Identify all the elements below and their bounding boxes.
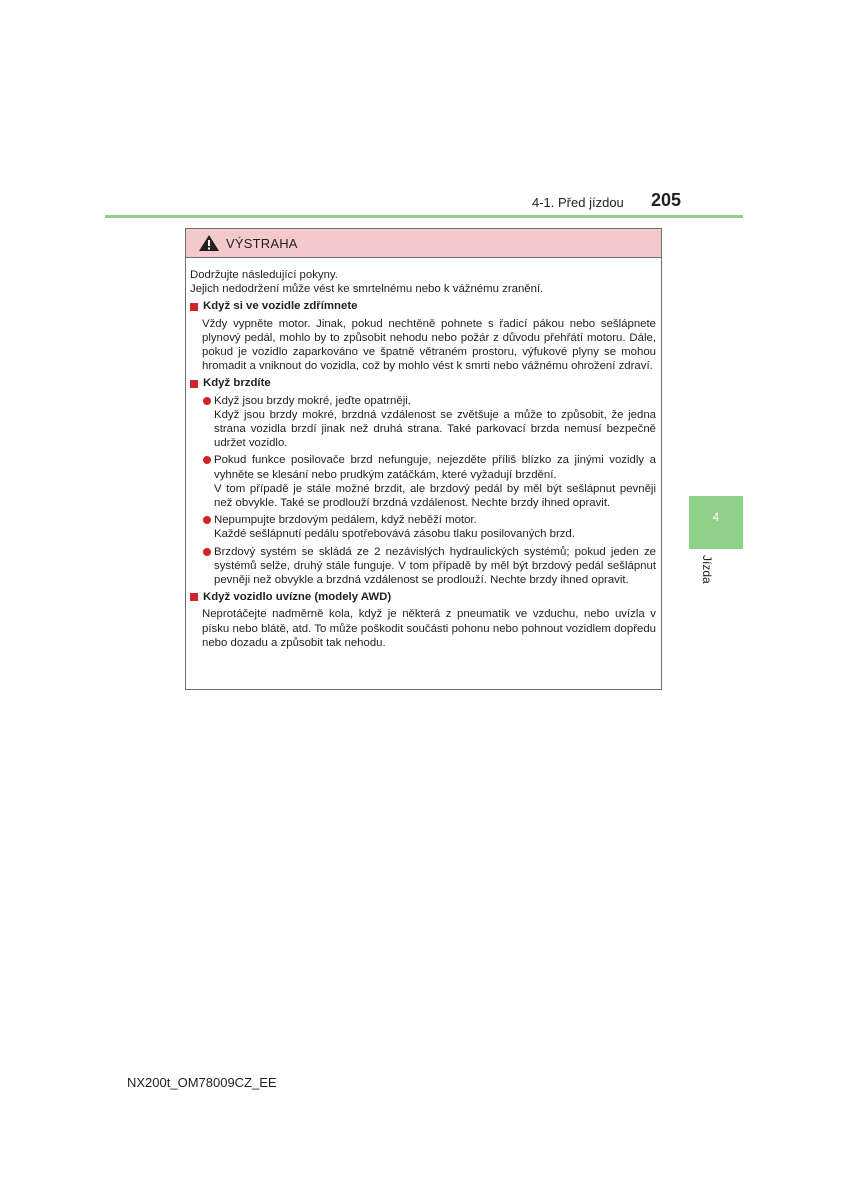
page-number: 205 <box>651 190 682 210</box>
round-bullet-icon <box>203 548 211 556</box>
section-heading <box>190 299 656 313</box>
list-item-line: Pokud funkce posilovače brzd nefunguje, nejezděte příliš blízko za jinými vozidly a vyhněte se klesání nebo prudkým zatáčkám, které vyžadují brzdění. <box>214 454 656 481</box>
warning-header <box>186 229 661 258</box>
chapter-tab <box>689 496 743 549</box>
chapter-number: 4 <box>712 510 720 524</box>
round-bullet-icon <box>203 456 211 464</box>
braking-list <box>190 394 656 588</box>
square-bullet-icon <box>190 593 198 601</box>
list-item-line: Každé sešlápnutí pedálu spotřebovává zásobu tlaku posilovaných brzd. <box>214 528 575 541</box>
page-header <box>0 190 848 220</box>
section-heading-text: Když brzdíte <box>203 377 271 390</box>
section-stuck-vehicle <box>190 590 656 650</box>
warning-intro-line: Jejich nedodržení může vést ke smrtelnému nebo k vážnému zranění. <box>190 283 544 296</box>
document-code: NX200t_OM78009CZ_EE <box>127 1075 277 1090</box>
section-title: 4-1. Před jízdou <box>532 195 624 210</box>
list-item-line: Nepumpujte brzdovým pedálem, když neběží motor. <box>214 514 477 527</box>
section-text: Neprotáčejte nadměrně kola, když je některá z pneumatik ve vzduchu, nebo uvízla v písku nebo blátě, atd. To může poškodit součásti pohonu nebo pohnout vozidlem dopředu nebo dozadu a způsobit tak nehodu. <box>202 608 656 649</box>
warning-title: VÝSTRAHA <box>226 235 298 251</box>
round-bullet-icon <box>203 397 211 405</box>
section-braking <box>190 376 656 587</box>
list-item <box>190 453 656 510</box>
section-heading-text: Když si ve vozidle zdřímnete <box>203 300 358 313</box>
warning-triangle-icon <box>198 234 220 252</box>
section-napping <box>190 299 656 373</box>
section-heading-text: Když vozidlo uvízne (modely AWD) <box>203 591 392 604</box>
header-divider <box>105 215 743 218</box>
list-item <box>190 513 656 541</box>
list-item-line: V tom případě je stále možné brzdit, ale brzdový pedál by měl být sešlápnut pevněji než obvykle. Také se prodlouží brzdná vzdálenost. Nechte brzdy ihned opravit. <box>214 482 656 510</box>
list-item <box>190 394 656 451</box>
warning-body <box>186 258 661 650</box>
list-item-line: Brzdový systém se skládá ze 2 nezávislých hydraulických systémů; pokud jeden ze systémů selže, druhý stále funguje. V tom případě by měl být brzdový pedál sešlápnut pevněji než obvykle a brzdná vzdálenost se prodlouží. Nechte brzdy ihned opravit. <box>214 545 656 587</box>
warning-intro-line: Dodržujte následující pokyny. <box>190 269 338 281</box>
section-heading <box>190 376 656 390</box>
list-item-line: Když jsou brzdy mokré, jeďte opatrněji. <box>214 394 411 407</box>
square-bullet-icon <box>190 380 198 388</box>
list-item <box>190 545 656 588</box>
chapter-label <box>700 555 740 595</box>
list-item-line: Když jsou brzdy mokré, brzdná vzdálenost se zvětšuje a může to způsobit, že jedna strana vozidla brzdí jinak než druhá strana. Také parkovací brzda nemusí bezpečně udržet vozidlo. <box>214 408 656 450</box>
section-text: Vždy vypněte motor. Jinak, pokud nechtěně pohnete s řadicí pákou nebo sešlápnete plynový pedál, mohlo by to způsobit nehodu nebo požár z důvodu přehřátí motoru. Dále, pokud je vozidlo zaparkováno ve špatně větraném prostoru, výfukové plyny se mohou hromadit a vniknout do vozidla, což by mohlo vést k smrti nebo vážnému ohrožení zdraví. <box>202 317 656 373</box>
warning-box <box>185 228 662 690</box>
chapter-label-text: Jízda <box>700 555 714 584</box>
square-bullet-icon <box>190 303 198 311</box>
section-heading <box>190 590 656 604</box>
round-bullet-icon <box>203 516 211 524</box>
